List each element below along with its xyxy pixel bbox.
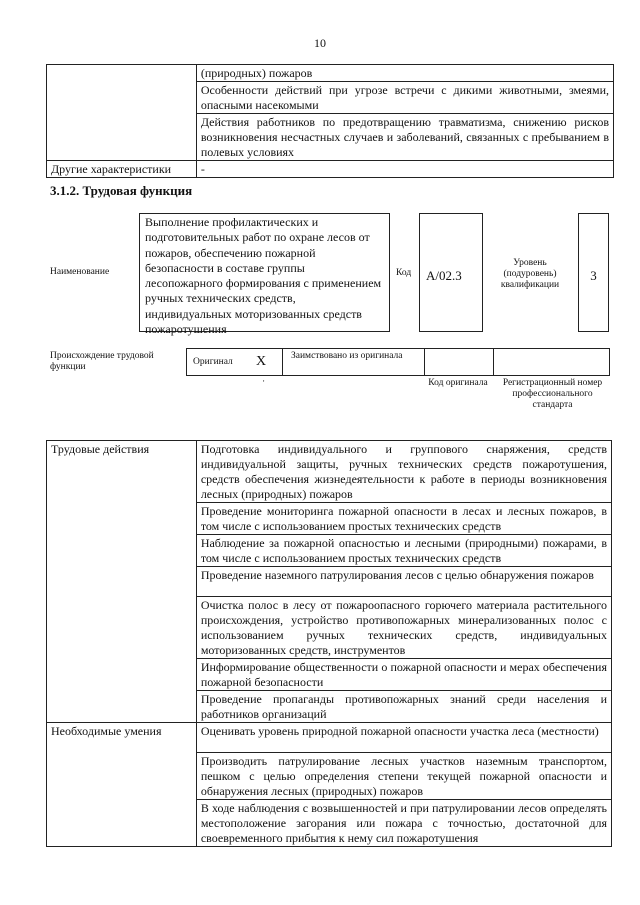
reg-number-caption: Регистрационный номер профессионального стандарта xyxy=(502,378,603,410)
top-table-label-cell xyxy=(47,65,197,161)
labor-action-row: Проведение пропаганды противопожарных знаний среди населения и работников организаций xyxy=(196,691,611,723)
dot-mark: · xyxy=(262,377,266,387)
labor-action-row: Очистка полос в лесу от пожароопасного горючего материала растительного происхождения, устройство противопожарных минерализованных полос с использованием ручных технических средств, индивидуальных моторизованных средств, инструментов xyxy=(196,597,611,659)
top-table-row: Особенности действий при угрозе встречи с дикими животными, змеями, опасными насекомыми xyxy=(196,82,613,114)
section-title: 3.1.2. Трудовая функция xyxy=(50,183,193,198)
labor-action-row: Наблюдение за пожарной опасностью и лесными (природными) пожарами, в том числе с использованием простых технических средств xyxy=(196,535,611,567)
code-label: Код xyxy=(396,268,412,278)
code-box xyxy=(419,213,483,332)
labor-action-row: Проведение мониторинга пожарной опасности в лесах и лесных пожаров, в том числе с использованием простых технических средств xyxy=(196,503,611,535)
original-label: Оригинал xyxy=(193,357,233,367)
page-number: 10 xyxy=(314,36,326,50)
top-table-row: (природных) пожаров xyxy=(196,65,613,82)
origin-label: Происхождение трудовой функции xyxy=(50,351,154,372)
labor-action-row: Подготовка индивидуального и группового снаряжения, средств индивидуальной защиты, ручных технических средств пожаротушения, средств обеспечения жизнедеятельности к работе в периоды возникновения лесных (природных) пожаров xyxy=(196,441,611,503)
origin-divider xyxy=(493,348,494,376)
other-characteristics-value: - xyxy=(196,161,613,178)
level-label: Уровень (подуровень) квалификации xyxy=(500,258,560,290)
origin-divider xyxy=(282,348,283,376)
labor-actions-label: Трудовые действия xyxy=(47,441,197,723)
other-characteristics-label: Другие характеристики xyxy=(47,161,197,178)
borrowed-label: Заимствовано из оригинала xyxy=(291,351,403,361)
skill-row: Производить патрулирование лесных участков наземным транспортом, пешком с целью определения степени текущей пожарной опасности и обнаружения лесных (природных) пожаров xyxy=(196,753,611,800)
main-table xyxy=(46,440,612,847)
function-name: Выполнение профилактических и подготовительных работ по охране лесов от пожаров, обеспечению пожарной безопасности в составе группы лесопожарного формирования с применением ручных технических средств, индивидуальных моторизованных средств пожаротушения xyxy=(145,215,382,337)
code-value: А/02.3 xyxy=(426,268,462,283)
code-original-caption: Код оригинала xyxy=(428,378,488,388)
name-label: Наименование xyxy=(50,267,110,277)
skill-row: В ходе наблюдения с возвышенностей и при патрулировании лесов определять местоположение загорания или пожара с точностью, достаточной для своевременного прибытия к нему сил пожаротушения xyxy=(196,800,611,847)
origin-divider xyxy=(424,348,425,376)
labor-action-row: Информирование общественности о пожарной опасности и мерах обеспечения пожарной безопасности xyxy=(196,659,611,691)
labor-action-row: Проведение наземного патрулирования лесов с целью обнаружения пожаров xyxy=(196,567,611,597)
level-box xyxy=(578,213,609,332)
level-value: 3 xyxy=(590,268,597,283)
original-mark: X xyxy=(256,354,267,369)
function-name-box xyxy=(139,213,390,337)
skills-label: Необходимые умения xyxy=(47,723,197,847)
top-table-row: Действия работников по предотвращению травматизма, снижению рисков возникновения несчастных случаев и заболеваний, связанных с пребыванием в полевых условиях xyxy=(196,114,613,161)
skill-row: Оценивать уровень природной пожарной опасности участка леса (местности) xyxy=(196,723,611,753)
top-table xyxy=(46,64,614,178)
